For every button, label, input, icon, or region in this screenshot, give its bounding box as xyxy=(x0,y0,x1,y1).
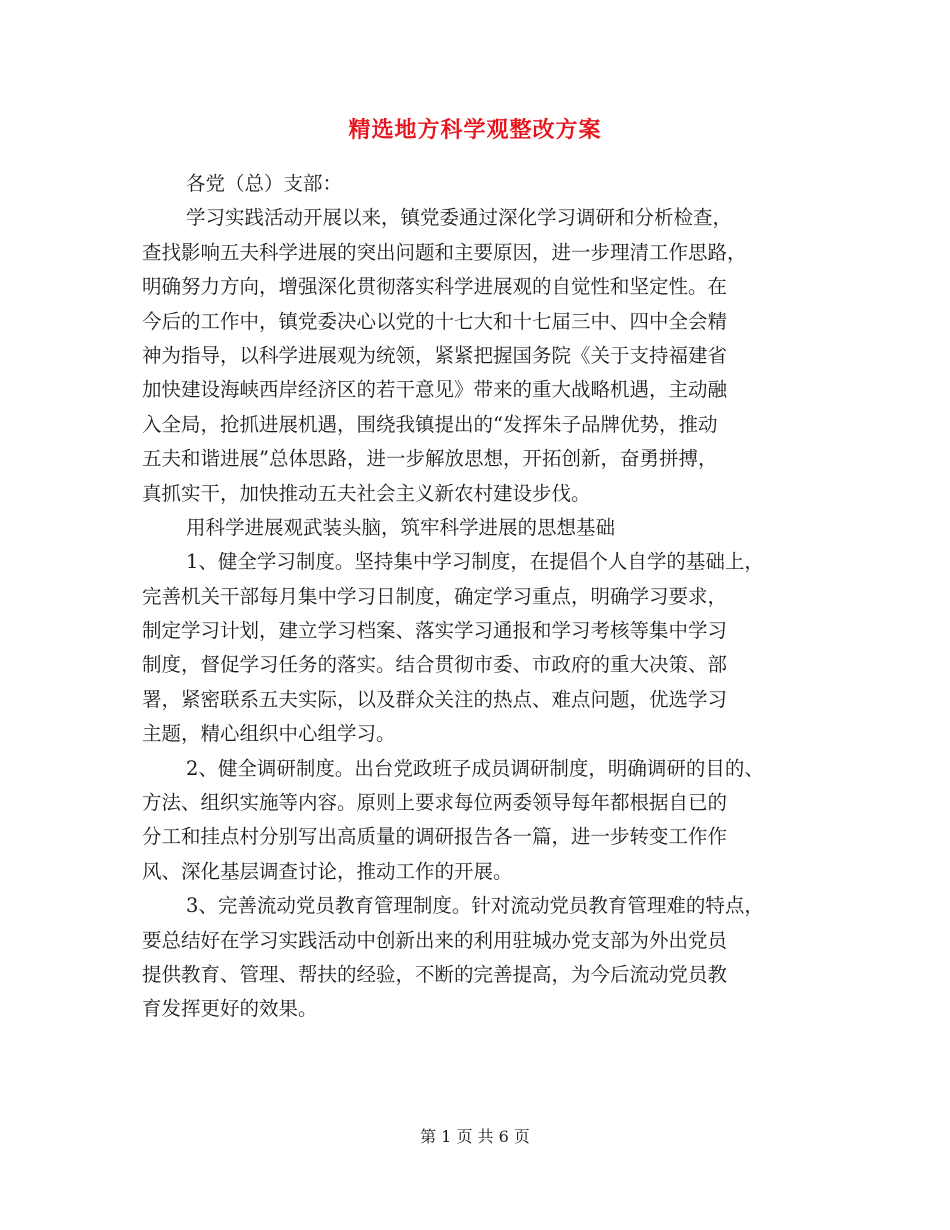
text-line: 学习实践活动开展以来，镇党委通过深化学习调研和分析检查， xyxy=(186,206,733,230)
text-line: 2、健全调研制度。出台党政班子成员调研制度，明确调研的目的、 xyxy=(186,756,764,780)
text-line: 真抓实干，加快推动五夫社会主义新农村建设步伐。 xyxy=(142,481,591,505)
text-line: 制度，督促学习任务的落实。结合贯彻市委、市政府的重大决策、部 xyxy=(142,653,728,677)
page-footer: 第 1 页 共 6 页 xyxy=(420,1127,530,1146)
text-line: 主题，精心组织中心组学习。 xyxy=(142,722,396,746)
document-body xyxy=(142,167,832,1027)
text-line: 3、完善流动党员教育管理制度。针对流动党员教育管理难的特点， xyxy=(186,894,764,918)
text-line: 明确努力方向，增强深化贯彻落实科学进展观的自觉性和坚定性。在 xyxy=(142,275,728,299)
text-line: 提供教育、管理、帮扶的经验，不断的完善提高，为今后流动党员教 xyxy=(142,962,728,986)
page-title: 精选地方科学观整改方案 xyxy=(348,117,602,143)
text-line: 加快建设海峡西岸经济区的若干意见》带来的重大战略机遇，主动融 xyxy=(142,378,728,402)
text-line: 完善机关干部每月集中学习日制度，确定学习重点，明确学习要求， xyxy=(142,584,728,608)
text-line: 分工和挂点村分别写出高质量的调研报告各一篇，进一步转变工作作 xyxy=(142,825,728,849)
text-line: 1、健全学习制度。坚持集中学习制度，在提倡个人自学的基础上， xyxy=(186,550,764,574)
text-line: 入全局，抢抓进展机遇，围绕我镇提出的“发挥朱子品牌优势，推动 xyxy=(142,412,718,436)
text-line: 制定学习计划，建立学习档案、落实学习通报和学习考核等集中学习 xyxy=(142,619,728,643)
text-line: 风、深化基层调查讨论，推动工作的开展。 xyxy=(142,859,513,883)
text-line: 查找影响五夫科学进展的突出问题和主要原因，进一步理清工作思路， xyxy=(142,240,747,264)
text-line: 用科学进展观武装头脑，筑牢科学进展的思想基础 xyxy=(186,515,616,539)
text-line: 育发挥更好的效果。 xyxy=(142,997,318,1021)
text-line: 各党（总）支部： xyxy=(186,172,343,195)
text-line: 五夫和谐进展”总体思路，进一步解放思想，开拓创新，奋勇拼搏， xyxy=(142,447,718,471)
text-line: 神为指导，以科学进展观为统领，紧紧把握国务院《关于支持福建省 xyxy=(142,343,728,367)
text-line: 署，紧密联系五夫实际，以及群众关注的热点、难点问题，优选学习 xyxy=(142,687,728,711)
text-line: 今后的工作中，镇党委决心以党的十七大和十七届三中、四中全会精 xyxy=(142,309,728,333)
text-line: 方法、组织实施等内容。原则上要求每位两委领导每年都根据自已的 xyxy=(142,791,728,815)
text-line: 要总结好在学习实践活动中创新出来的利用驻城办党支部为外出党员 xyxy=(142,928,728,952)
